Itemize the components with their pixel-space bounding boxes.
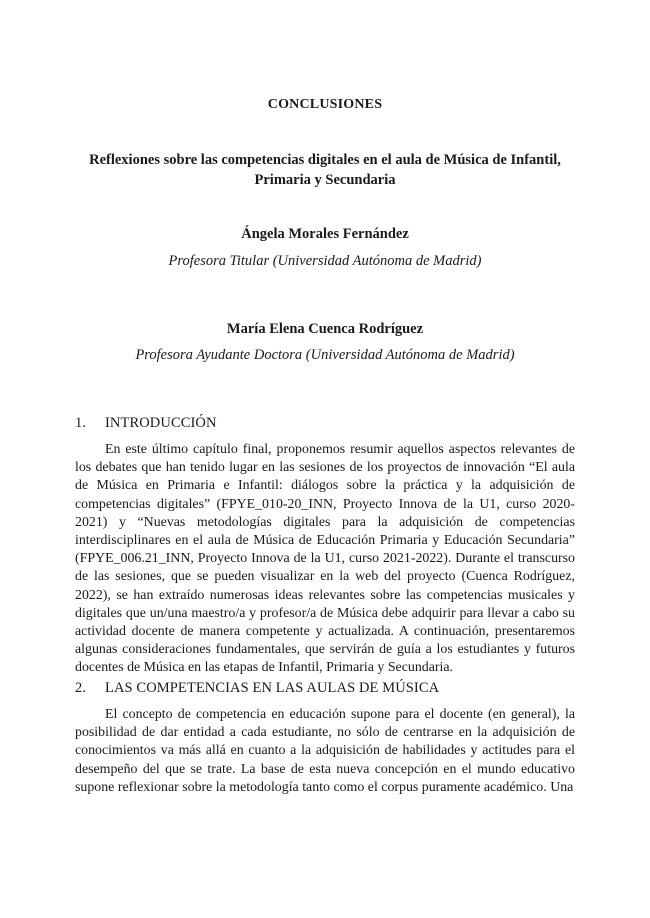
section-title-2: LAS COMPETENCIAS EN LAS AULAS DE MÚSICA [105,680,440,696]
section-number-1: 1. [75,415,87,431]
section-paragraph-1: En este último capítulo final, proponemos resumir aquellos aspectos relevantes de los debates que han tenido lugar en las sesiones de los proyectos de innovación “El aula de Música en Primaria e Infantil: diálogos sobre la práctica y la adquisición de competencias digitales” (FPYE_010-20_INN, Proyecto Innova de la U1, curso 2020-2021) y “Nuevas metodologías digitales para la adquisición de competencias interdisciplinares en el aula de Música de Educación Primaria y Educación Secundaria” (FPYE_006.21_INN, Proyecto Innova de la U1, curso 2021-2022). Durante el transcurso de las sesiones, que se pueden visualizar en la web del proyecto (Cuenca Rodríguez, 2022), se han extraído numerosas ideas relevantes sobre las competencias musicales y digitales que un/una maestro/a y profesor/a de Música debe adquirir para llevar a cabo su actividad docente de manera competente y actualizada. A continuación, presentaremos algunas consideraciones fundamentales, que servirán de guía a los estudiantes y futuros docentes de Música en las etapas de Infantil, Primaria y Secundaria. [75,442,575,676]
author-name-1: Ángela Morales Fernández [241,226,409,242]
running-header: CONCLUSIONES [267,97,383,112]
section-number-2: 2. [75,680,87,696]
section-paragraph-2: El concepto de competencia en educación supone para el docente (en general), la posibilidad de dar entidad a cada estudiante, no sólo de centrarse en la adquisición de conocimientos va más allá en cuanto a la adquisición de habilidades y actitudes para el desempeño del que se trate. La base de esta nueva concepción en el mundo educativo supone reflexionar sobre la metodología tanto como el corpus puramente académico. Una [75,707,575,795]
section-heading-1 [75,415,585,432]
section-title-1: INTRODUCCIÓN [105,415,217,431]
section-heading-2 [75,680,585,697]
chapter-title: Reflexiones sobre las competencias digitales en el aula de Música de Infantil, Primaria y Secundaria [89,152,561,188]
author-affiliation-1: Profesora Titular (Universidad Autónoma de Madrid) [168,253,482,269]
author-name-2: María Elena Cuenca Rodríguez [226,321,424,337]
author-affiliation-2: Profesora Ayudante Doctora (Universidad Autónoma de Madrid) [135,347,515,363]
